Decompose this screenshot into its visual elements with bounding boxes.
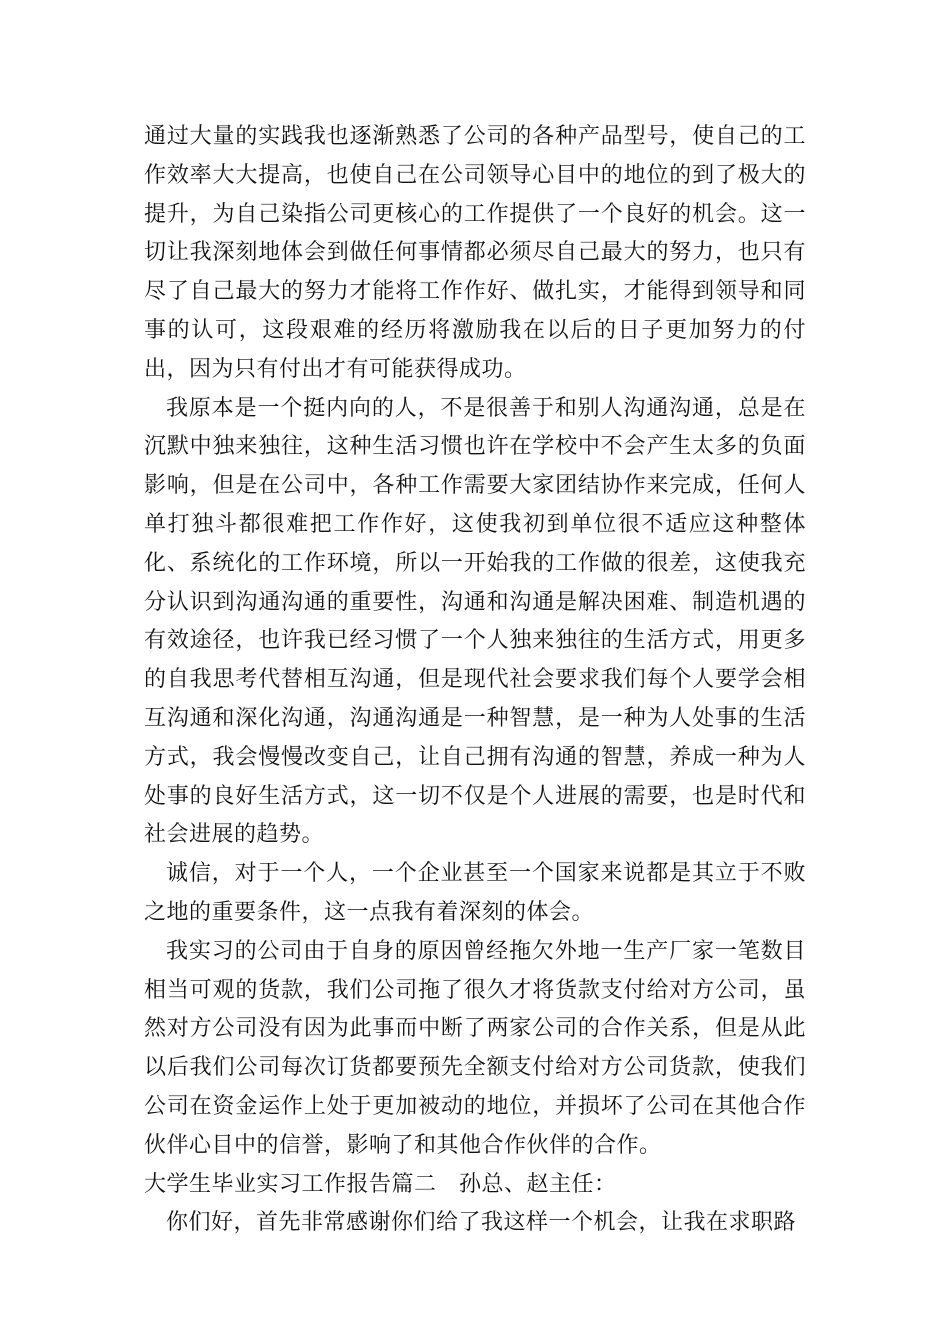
section-heading-line: 大学生毕业实习工作报告篇二 孙总、赵主任： (144, 1171, 617, 1197)
document-body (144, 118, 806, 1243)
paragraph-5: 你们好，首先非常感谢你们给了我这样一个机会，让我在求职路 (166, 1210, 797, 1236)
paragraph-3: 诚信，对于一个人，一个企业甚至一个国家来说都是其立于不败之地的重要条件，这一点我有着深刻的体会。 (144, 861, 806, 925)
paragraph-1: 通过大量的实践我也逐渐熟悉了公司的各种产品型号，使自己的工作效率大大提高，也使自己在公司领导心目中的地位的到了极大的提升，为自己染指公司更核心的工作提供了一个良好的机会。这一切让我深刻地体会到做任何事情都必须尽自己最大的努力，也只有尽了自己最大的努力才能将工作作好、做扎实，才能得到领导和同事的认可，这段艰难的经历将激励我在以后的日子更加努力的付出，因为只有付出才有可能获得成功。 (144, 124, 806, 382)
paragraph-2: 我原本是一个挺内向的人，不是很善于和别人沟通沟通，总是在沉默中独来独往，这种生活习惯也许在学校中不会产生太多的负面影响，但是在公司中，各种工作需要大家团结协作来完成，任何人单打独斗都很难把工作作好，这使我初到单位很不适应这种整体化、系统化的工作环境，所以一开始我的工作做的很差，这使我充分认识到沟通沟通的重要性，沟通和沟通是解决困难、制造机遇的有效途径，也许我已经习惯了一个人独来独往的生活方式，用更多的自我思考代替相互沟通，但是现代社会要求我们每个人要学会相互沟通和深化沟通，沟通沟通是一种智慧，是一种为人处事的生活方式，我会慢慢改变自己，让自己拥有沟通的智慧，养成一种为人处事的良好生活方式，这一切不仅是个人进展的需要，也是时代和社会进展的趋势。 (144, 395, 806, 848)
paragraph-4: 我实习的公司由于自身的原因曾经拖欠外地一生产厂家一笔数目相当可观的货款，我们公司拖了很久才将货款支付给对方公司，虽然对方公司没有因为此事而中断了两家公司的合作关系，但是从此以后我们公司每次订货都要预先全额支付给对方公司货款，使我们公司在资金运作上处于更加被动的地位，并损坏了公司在其他合作伙伴心目中的信誉，影响了和其他合作伙伴的合作。 (144, 938, 806, 1158)
